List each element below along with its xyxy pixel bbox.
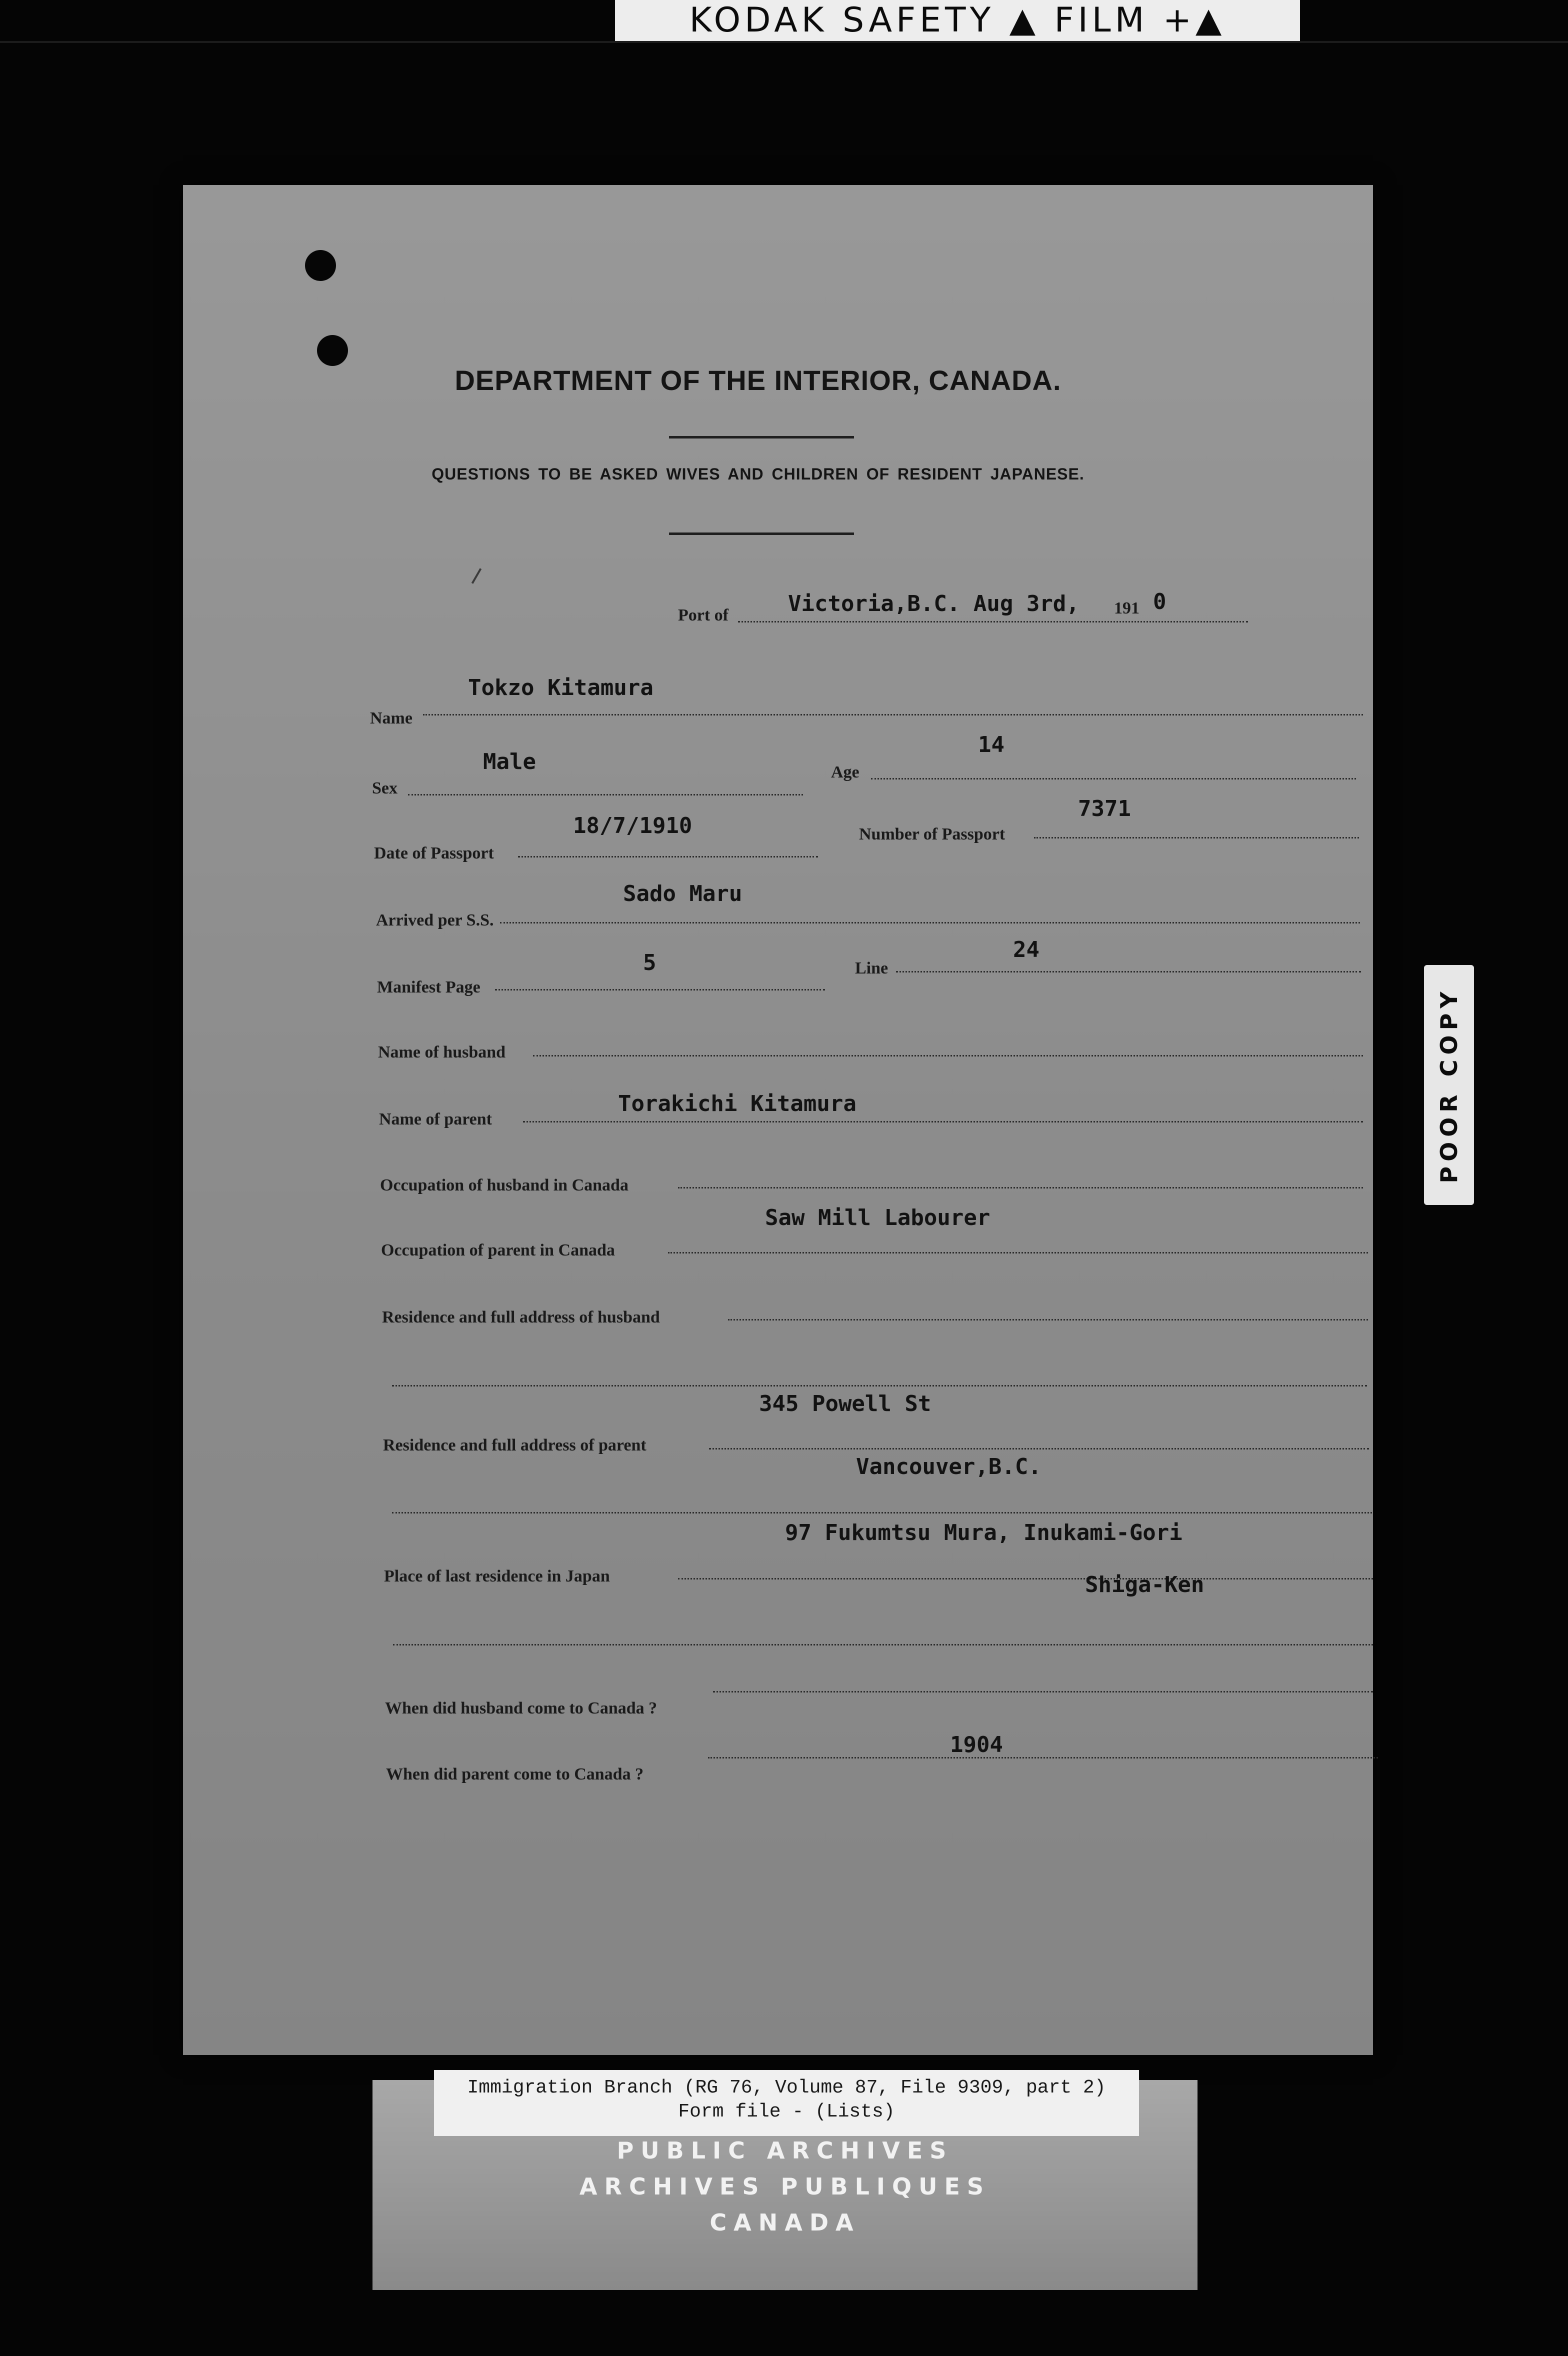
name-label: Name — [370, 709, 412, 728]
residence-parent-line2: Vancouver,B.C. — [856, 1454, 1042, 1480]
arrived-per-ss-value: Sado Maru — [623, 881, 742, 906]
name-of-parent-line — [523, 1121, 1363, 1122]
age-value: 14 — [978, 732, 1004, 758]
occupation-husband-line — [678, 1187, 1363, 1188]
residence-parent-line1: 345 Powell St — [759, 1391, 932, 1416]
form-page — [183, 185, 1373, 2055]
pen-mark — [472, 568, 482, 584]
occupation-parent-label: Occupation of parent in Canada — [381, 1241, 615, 1260]
punch-hole-icon — [317, 335, 348, 366]
heading-rule — [669, 436, 854, 438]
port-line — [738, 621, 1248, 622]
date-of-passport-label: Date of Passport — [374, 844, 494, 862]
residence-parent-line — [709, 1448, 1369, 1450]
last-residence-japan-line — [678, 1578, 1373, 1580]
name-of-husband-label: Name of husband — [378, 1043, 506, 1062]
name-of-parent-value: Torakichi Kitamura — [618, 1091, 856, 1116]
film-edge-label: KODAK SAFETY ▲ FILM +▲ — [615, 0, 1300, 41]
archive-reference-line1: Immigration Branch (RG 76, Volume 87, File 9309, part 2) — [467, 2077, 1106, 2098]
port-year-digit: 0 — [1153, 589, 1166, 614]
last-residence-japan-line2: Shiga-Ken — [1085, 1572, 1204, 1598]
arrived-per-ss-label: Arrived per S.S. — [376, 911, 494, 930]
last-residence-japan-line1: 97 Fukumtsu Mura, Inukami-Gori — [785, 1520, 1182, 1546]
name-line — [423, 714, 1363, 716]
residence-husband-label: Residence and full address of husband — [382, 1308, 660, 1326]
archive-stamp-line1: PUBLIC ARCHIVES — [616, 2137, 954, 2164]
line-value: 24 — [1013, 937, 1040, 962]
archive-stamp-line3: CANADA — [710, 2209, 860, 2236]
occupation-husband-label: Occupation of husband in Canada — [380, 1176, 628, 1194]
poor-copy-text: POOR COPY — [1436, 986, 1462, 1184]
line-line — [896, 971, 1361, 972]
residence-husband-line-2 — [392, 1385, 1367, 1386]
archive-reference-label — [434, 2070, 1139, 2136]
residence-parent-line-2 — [392, 1512, 1372, 1514]
date-of-passport-line — [518, 856, 818, 858]
manifest-page-line — [495, 989, 825, 990]
number-of-passport-value: 7371 — [1078, 796, 1131, 822]
port-value: Victoria,B.C. Aug 3rd, — [788, 591, 1080, 616]
husband-came-label: When did husband come to Canada ? — [385, 1699, 658, 1718]
sex-value: Male — [483, 749, 536, 774]
sex-label: Sex — [372, 779, 398, 798]
punch-hole-icon — [305, 250, 336, 281]
last-residence-japan-label: Place of last residence in Japan — [384, 1567, 610, 1586]
name-value: Tokzo Kitamura — [468, 675, 654, 700]
age-line — [871, 778, 1356, 780]
parent-came-value: 1904 — [950, 1732, 1003, 1758]
residence-husband-line — [728, 1319, 1368, 1320]
husband-came-line — [713, 1691, 1373, 1692]
number-of-passport-line — [1034, 837, 1359, 838]
film-edge-divider — [0, 41, 1568, 43]
occupation-parent-line — [668, 1252, 1368, 1254]
last-residence-japan-line-2 — [393, 1644, 1373, 1646]
occupation-parent-value: Saw Mill Labourer — [765, 1205, 990, 1230]
port-year-prefix: 191 — [1114, 599, 1140, 618]
department-heading: DEPARTMENT OF THE INTERIOR, CANADA. — [454, 364, 1062, 396]
residence-parent-label: Residence and full address of parent — [383, 1436, 646, 1454]
manifest-page-label: Manifest Page — [377, 978, 480, 996]
line-label: Line — [855, 959, 888, 978]
archive-stamp — [540, 2132, 1030, 2282]
manifest-page-value: 5 — [643, 950, 656, 976]
arrived-per-ss-line — [500, 922, 1360, 924]
number-of-passport-label: Number of Passport — [859, 825, 1006, 844]
archive-reference-line2: Form file - (Lists) — [678, 2101, 895, 2122]
age-label: Age — [831, 763, 860, 782]
archive-stamp-line2: ARCHIVES PUBLIQUES — [579, 2173, 991, 2200]
parent-came-label: When did parent come to Canada ? — [386, 1765, 644, 1784]
poor-copy-tag — [1424, 965, 1474, 1205]
sex-line — [408, 794, 803, 796]
name-of-parent-label: Name of parent — [379, 1110, 492, 1128]
name-of-husband-line — [533, 1055, 1363, 1056]
date-of-passport-value: 18/7/1910 — [573, 813, 692, 838]
port-label: Port of — [678, 606, 729, 624]
form-subtitle: QUESTIONS TO BE ASKED WIVES AND CHILDREN OF RESIDENT JAPANESE. — [432, 465, 1084, 483]
subtitle-rule — [669, 532, 854, 535]
parent-came-line — [708, 1757, 1378, 1758]
